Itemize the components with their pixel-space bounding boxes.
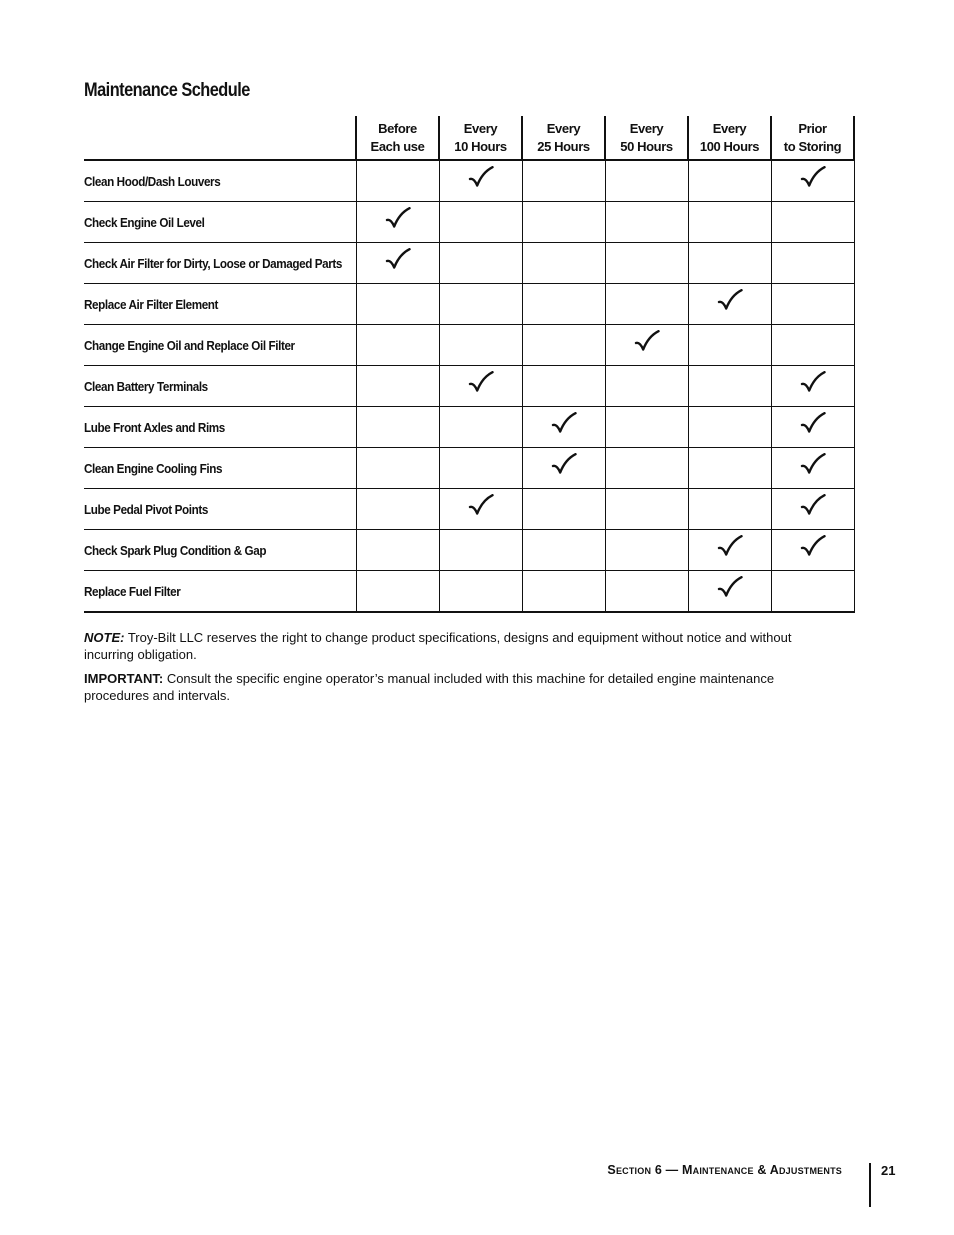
column-header [356,116,439,160]
column-header-line1: Every [712,120,747,136]
schedule-cell [439,160,522,202]
schedule-cell [688,366,771,407]
schedule-cell [522,243,605,284]
task-cell [84,325,356,366]
task-label: Check Spark Plug Condition & Gap [84,542,267,558]
schedule-cell [439,366,522,407]
footer-divider [869,1163,871,1207]
schedule-cell [688,530,771,571]
task-cell [84,448,356,489]
schedule-cell [771,160,854,202]
schedule-cell [771,530,854,571]
column-header-line1: Before [378,120,417,136]
schedule-cell [771,202,854,243]
column-header [688,116,771,160]
checkmark-icon [772,497,854,521]
task-label: Clean Engine Cooling Fins [84,460,223,476]
table-row [84,325,854,366]
schedule-cell [439,530,522,571]
table-row [84,202,854,243]
table-row [84,571,854,613]
schedule-cell [439,571,522,613]
checkmark-icon [440,497,522,521]
column-header-line1: Every [546,120,581,136]
schedule-cell [356,530,439,571]
schedule-cell [522,366,605,407]
column-header-line2: 100 Hours [699,138,760,154]
table-row [84,243,854,284]
schedule-cell [605,571,688,613]
schedule-cell [771,489,854,530]
schedule-cell [522,202,605,243]
page-title: Maintenance Schedule [84,80,250,101]
checkmark-icon [689,292,771,316]
schedule-cell [356,407,439,448]
important-text: Consult the specific engine operator’s manual included with this machine for detailed engine maintenance procedures and intervals. [84,671,775,703]
maintenance-schedule-table [84,116,855,613]
column-header [522,116,605,160]
schedule-cell [439,284,522,325]
task-cell [84,243,356,284]
schedule-cell [439,325,522,366]
note-text: Troy-Bilt LLC reserves the right to change product specifications, designs and equipment without notice and without incurring obligation. [84,630,792,662]
schedule-cell [688,407,771,448]
schedule-cell [356,243,439,284]
schedule-cell [771,571,854,613]
schedule-cell [356,284,439,325]
schedule-cell [439,448,522,489]
schedule-cell [522,325,605,366]
table-row [84,366,854,407]
task-label: Check Engine Oil Level [84,214,205,230]
column-header [439,116,522,160]
task-cell [84,284,356,325]
header-corner [84,116,356,160]
checkmark-icon [772,374,854,398]
schedule-cell [522,489,605,530]
schedule-cell [356,489,439,530]
schedule-cell [605,325,688,366]
task-cell [84,366,356,407]
checkmark-icon [689,538,771,562]
task-cell [84,489,356,530]
column-header-line2: to Storing [783,138,842,154]
column-header [605,116,688,160]
schedule-cell [771,407,854,448]
task-cell [84,571,356,613]
task-label: Change Engine Oil and Replace Oil Filter [84,337,295,353]
footer-section-title: Section 6 — Maintenance & Adjustments [607,1163,842,1177]
table-row [84,448,854,489]
column-header-line2: Each use [370,138,425,154]
schedule-cell [356,448,439,489]
checkmark-icon [440,374,522,398]
notes [84,629,824,711]
column-header-line2: 50 Hours [620,138,673,154]
checkmark-icon [606,333,688,357]
schedule-cell [522,407,605,448]
task-label: Clean Hood/Dash Louvers [84,173,221,189]
schedule-cell [356,202,439,243]
schedule-cell [439,243,522,284]
schedule-cell [356,571,439,613]
schedule-body [84,160,854,612]
checkmark-icon [689,579,771,603]
checkmark-icon [523,456,605,480]
page-number: 21 [881,1163,896,1178]
checkmark-icon [772,169,854,193]
column-header-line2: 25 Hours [537,138,590,154]
checkmark-icon [357,251,439,275]
schedule-cell [771,325,854,366]
schedule-cell [522,448,605,489]
schedule-cell [439,407,522,448]
schedule-cell [522,571,605,613]
column-header-line2: 10 Hours [454,138,507,154]
table-row [84,407,854,448]
schedule-cell [439,202,522,243]
schedule-cell [605,489,688,530]
checkmark-icon [772,456,854,480]
header-row [84,116,854,160]
column-header-line1: Every [629,120,664,136]
schedule-cell [605,366,688,407]
schedule-cell [605,407,688,448]
schedule-cell [605,284,688,325]
schedule-cell [356,366,439,407]
schedule-cell [688,284,771,325]
column-header-line1: Every [463,120,498,136]
task-label: Lube Front Axles and Rims [84,419,225,435]
schedule-cell [688,243,771,284]
schedule-cell [688,202,771,243]
schedule-cell [605,530,688,571]
schedule-cell [522,160,605,202]
task-cell [84,202,356,243]
task-label: Check Air Filter for Dirty, Loose or Damaged Parts [84,255,343,271]
schedule-cell [522,530,605,571]
checkmark-icon [357,210,439,234]
schedule-cell [356,160,439,202]
task-cell [84,407,356,448]
column-header [771,116,854,160]
important-label: IMPORTANT: [84,671,164,686]
task-label: Replace Fuel Filter [84,583,181,599]
task-label: Lube Pedal Pivot Points [84,501,208,517]
note-label: NOTE: [84,630,125,645]
schedule-cell [688,160,771,202]
task-cell [84,530,356,571]
schedule-cell [771,243,854,284]
note-paragraph [84,629,824,663]
task-label: Replace Air Filter Element [84,296,219,312]
schedule-cell [605,202,688,243]
schedule-cell [605,160,688,202]
schedule-cell [605,243,688,284]
table-row [84,530,854,571]
column-header-line1: Prior [798,120,827,136]
checkmark-icon [772,415,854,439]
schedule-cell [688,571,771,613]
task-cell [84,160,356,202]
schedule-cell [356,325,439,366]
checkmark-icon [523,415,605,439]
checkmark-icon [440,169,522,193]
checkmark-icon [772,538,854,562]
schedule-cell [688,448,771,489]
schedule-cell [605,448,688,489]
schedule-cell [771,284,854,325]
schedule-cell [771,448,854,489]
schedule-cell [522,284,605,325]
table-row [84,160,854,202]
important-paragraph [84,670,824,704]
task-label: Clean Battery Terminals [84,378,208,394]
schedule-cell [688,489,771,530]
schedule-cell [688,325,771,366]
table-row [84,284,854,325]
table-row [84,489,854,530]
schedule-cell [439,489,522,530]
schedule-cell [771,366,854,407]
